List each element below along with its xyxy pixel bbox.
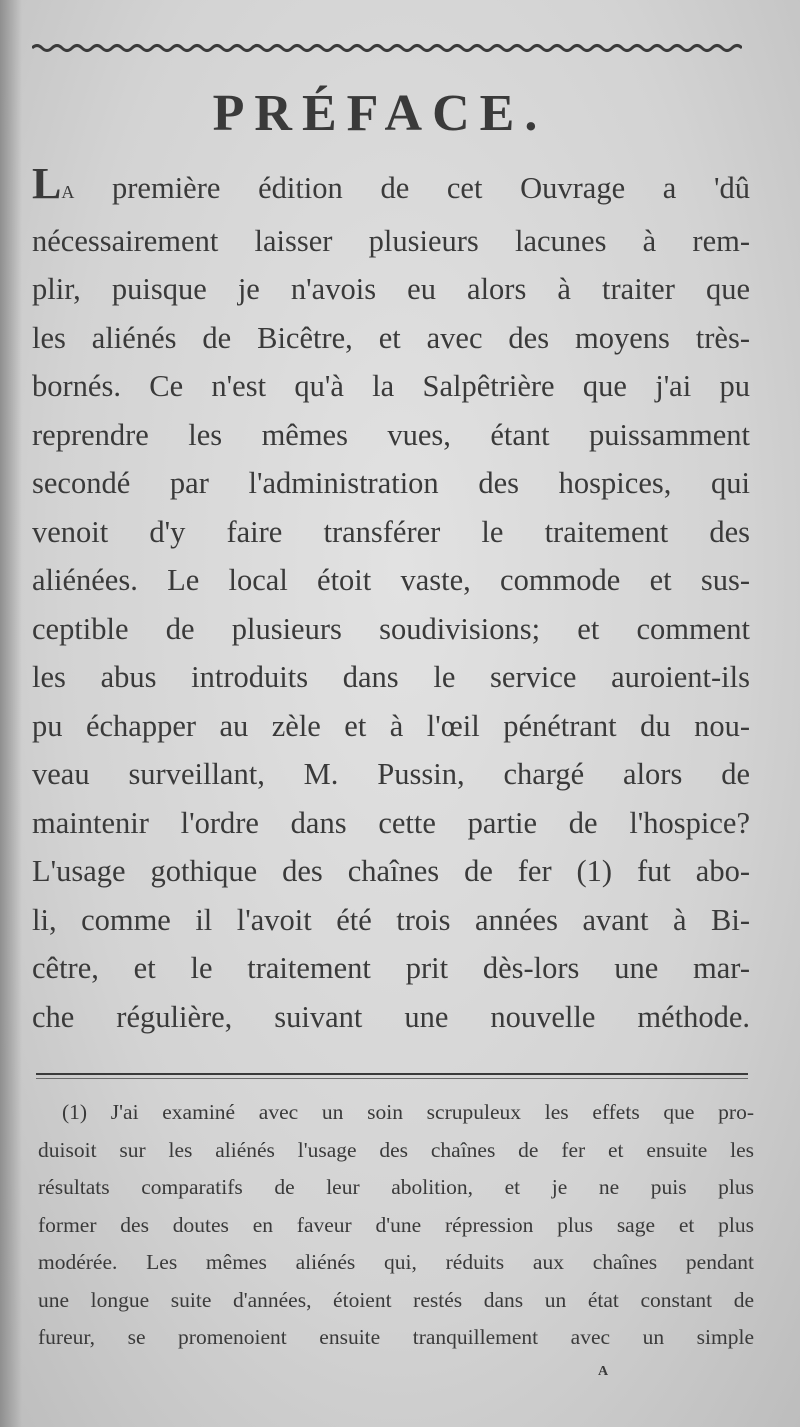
- footnote-divider-thin: [36, 1078, 748, 1079]
- footnote-line: résultats comparatifs de leur abolition, et je ne puis plus: [38, 1175, 754, 1199]
- text-line: les aliénés de Bicêtre, et avec des moyens très-: [32, 320, 750, 355]
- text-line: cêtre, et le traitement prit dès-lors une mar-: [32, 951, 750, 985]
- text-line: li, comme il l'avoit été trois années avant à Bi-: [32, 902, 750, 937]
- drop-cap-small: A: [61, 182, 75, 202]
- text-line: pu échapper au zèle et à l'œil pénétrant du nou-: [32, 708, 750, 743]
- footnote: [38, 1094, 754, 1357]
- text-line: maintenir l'ordre dans cette partie de l'hospice?: [32, 805, 750, 840]
- text-line-content: première édition de cet Ouvrage a 'dû: [74, 171, 750, 205]
- main-text: [32, 160, 750, 1041]
- page-title: PRÉFACE.: [212, 85, 548, 142]
- text-line: nécessairement laisser plusieurs lacunes à rem-: [32, 223, 750, 258]
- text-line: aliénées. Le local étoit vaste, commode et sus-: [32, 563, 750, 597]
- text-line: les abus introduits dans le service auroient-ils: [32, 660, 750, 694]
- footnote-divider: [36, 1073, 748, 1075]
- text-line: L'usage gothique des chaînes de fer (1) fut abo-: [32, 854, 750, 888]
- footnote-line: (1) J'ai examiné avec un soin scrupuleux les effets que pro-: [62, 1100, 754, 1124]
- text-line: veau surveillant, M. Pussin, chargé alors de: [32, 757, 750, 791]
- ornamental-rule: [32, 40, 742, 56]
- footnote-line: modérée. Les mêmes aliénés qui, réduits aux chaînes pendant: [38, 1250, 754, 1274]
- text-line: bornés. Ce n'est qu'à la Salpêtrière que j'ai pu: [32, 369, 750, 403]
- text-line: [32, 160, 750, 217]
- text-line: ceptible de plusieurs soudivisions; et comment: [32, 611, 750, 646]
- signature-mark: A: [598, 1364, 609, 1379]
- footnote-line: duisoit sur les aliénés l'usage des chaînes de fer et ensuite les: [38, 1137, 754, 1162]
- text-line: che régulière, suivant une nouvelle méthode.: [32, 999, 750, 1034]
- binding-shadow: [0, 0, 22, 1427]
- footnote-line: fureur, se promenoient ensuite tranquillement avec un simple: [38, 1325, 754, 1349]
- footnote-line: former des doutes en faveur d'une répression plus sage et plus: [38, 1212, 754, 1237]
- text-line: reprendre les mêmes vues, étant puissamment: [32, 417, 750, 452]
- text-line: secondé par l'administration des hospices, qui: [32, 466, 750, 500]
- footnote-line: une longue suite d'années, étoient restés dans un état constant de: [38, 1287, 754, 1312]
- drop-cap: L: [32, 160, 62, 208]
- text-line: plir, puisque je n'avois eu alors à traiter que: [32, 272, 750, 306]
- text-line: venoit d'y faire transférer le traitement des: [32, 514, 750, 549]
